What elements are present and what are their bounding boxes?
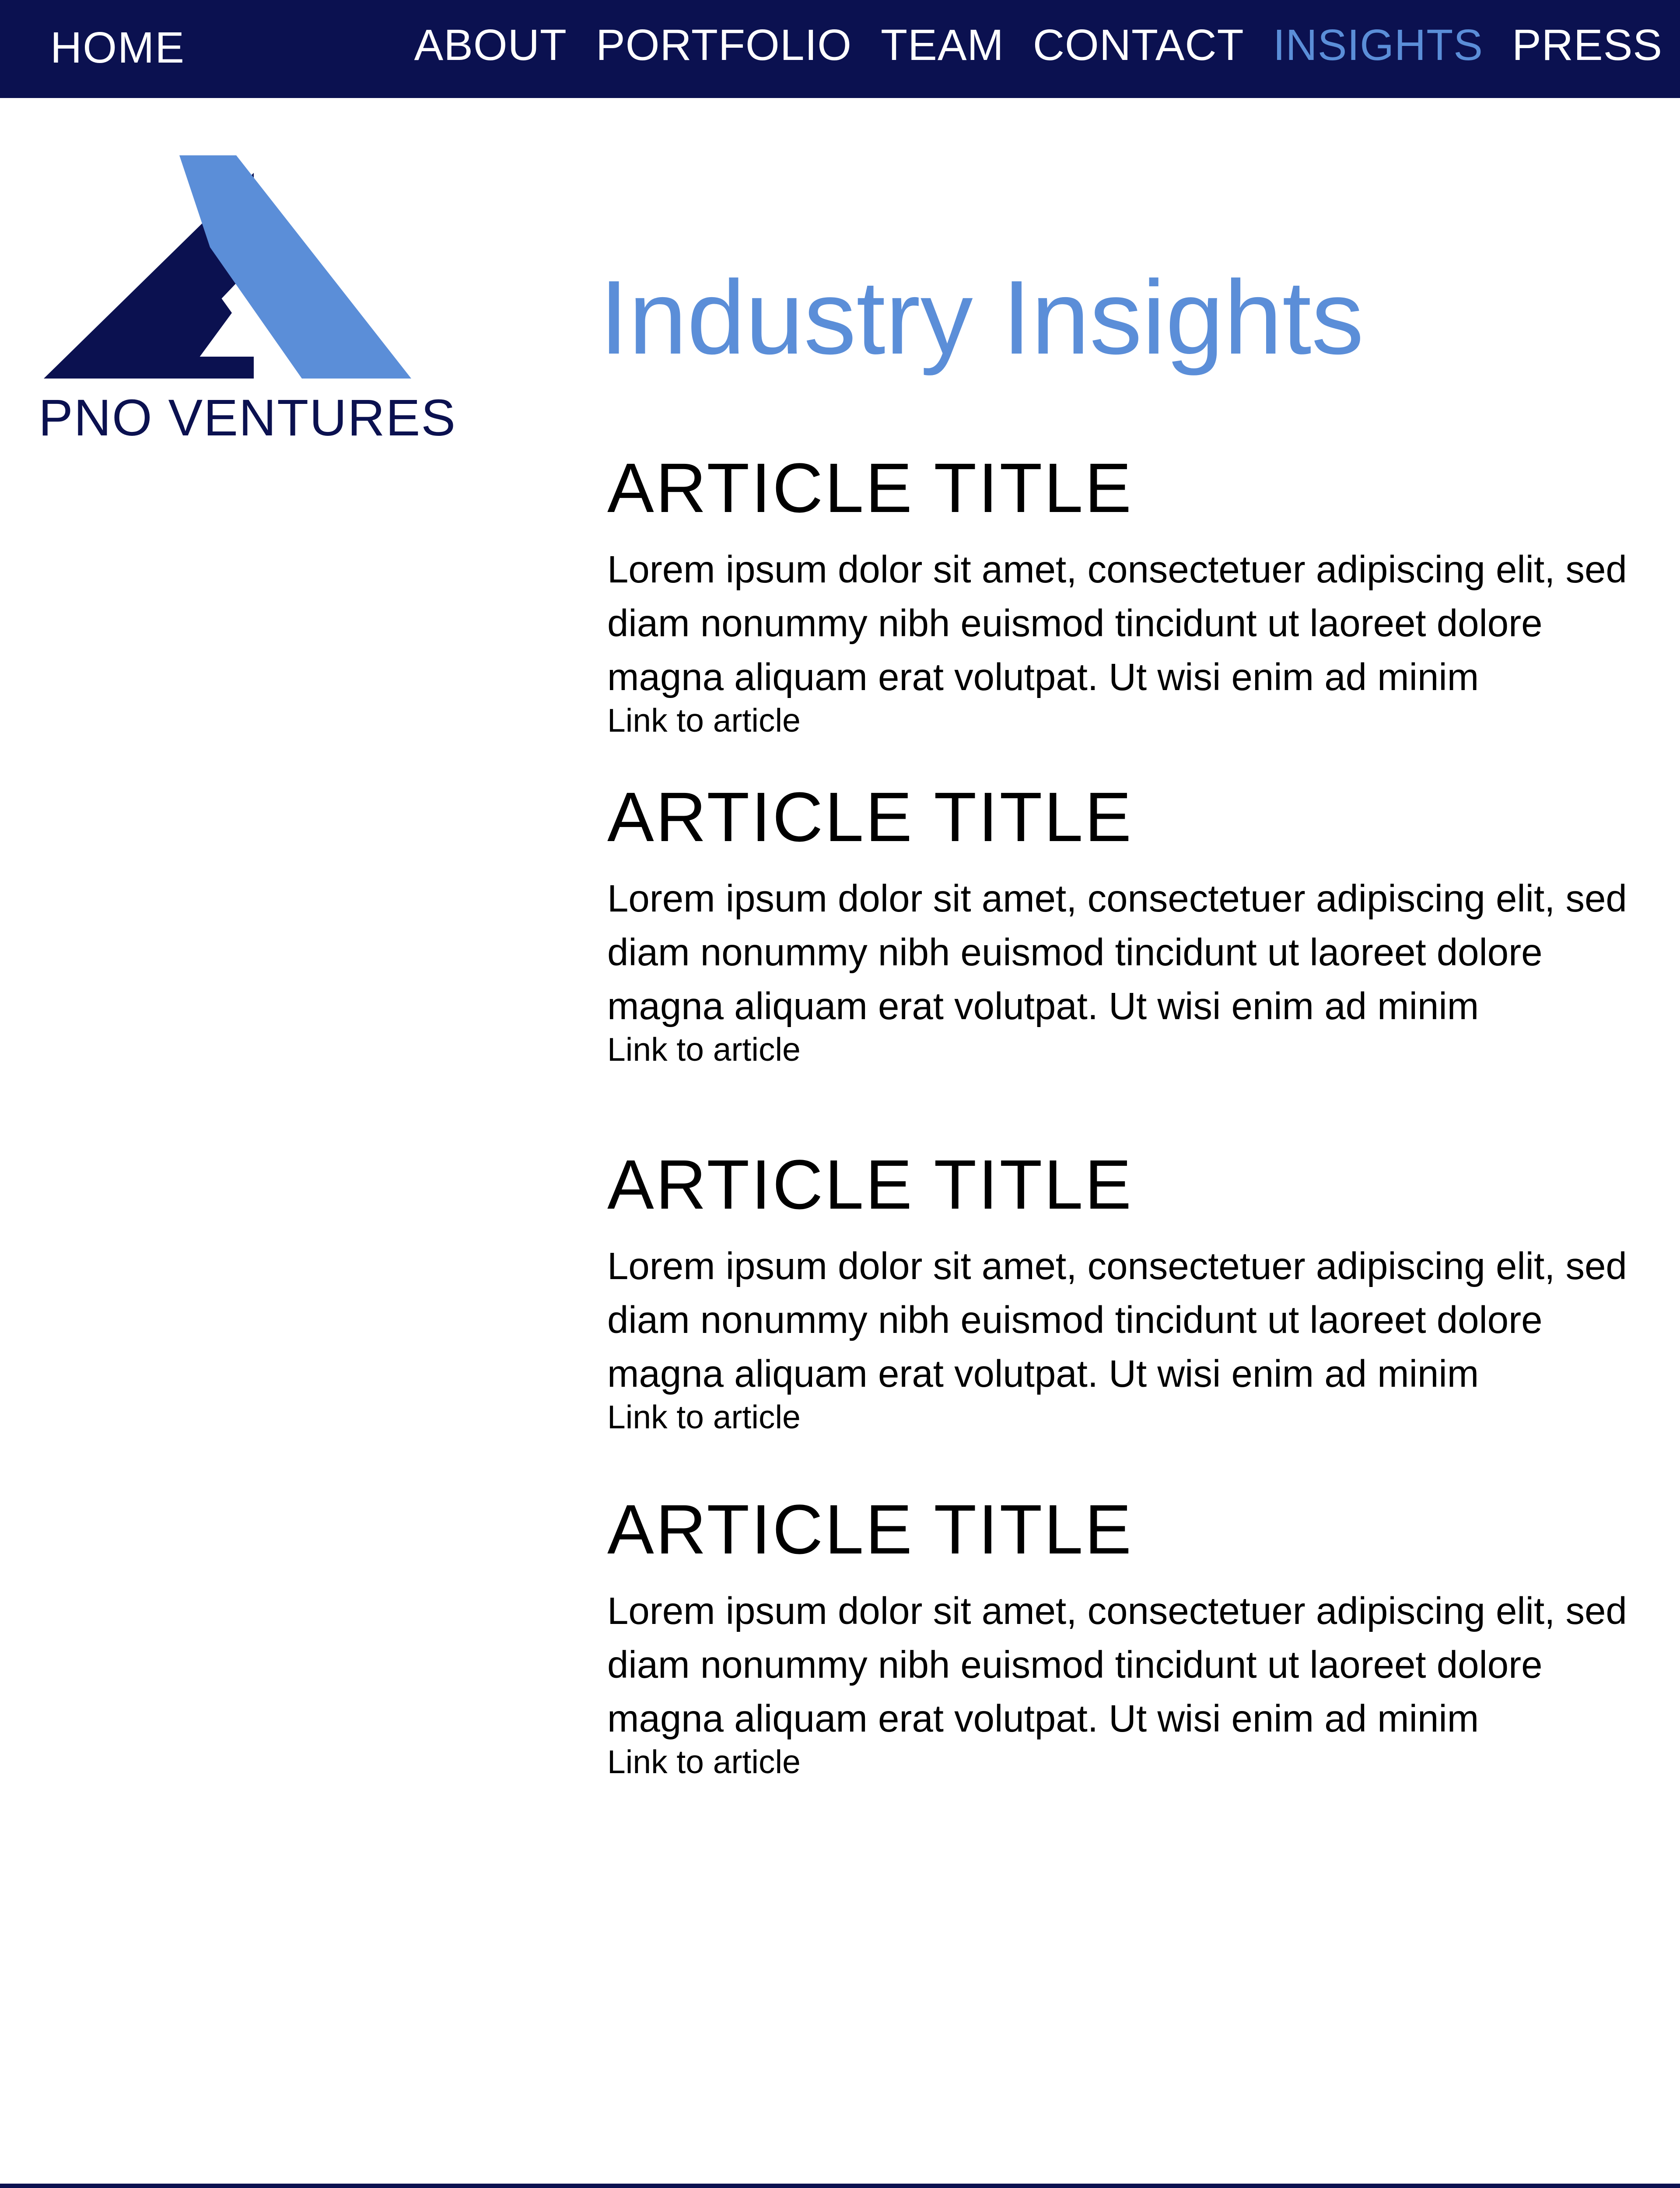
article-link[interactable]: Link to article	[607, 1399, 801, 1435]
nav-press[interactable]: PRESS	[1512, 21, 1662, 70]
nav-insights[interactable]: INSIGHTS	[1273, 21, 1483, 70]
logo-mark-icon	[35, 151, 420, 383]
article-card	[607, 1143, 1666, 1437]
article-body: Lorem ipsum dolor sit amet, consectetuer adipiscing elit, sed diam nonummy nibh euismod tincidunt ut laoreet dolore magna aliquam erat volutpat. Ut wisi enim ad minim	[607, 1590, 1627, 1740]
top-navigation	[0, 0, 1680, 98]
nav-links	[414, 17, 1662, 74]
logo-text: PNO VENTURES	[38, 389, 457, 447]
article-body: Lorem ipsum dolor sit amet, consectetuer adipiscing elit, sed diam nonummy nibh euismod tincidunt ut laoreet dolore magna aliquam erat volutpat. Ut wisi enim ad minim	[607, 877, 1627, 1027]
nav-portfolio[interactable]: PORTFOLIO	[596, 21, 852, 70]
article-title: ARTICLE TITLE	[607, 449, 1133, 527]
nav-home[interactable]: HOME	[50, 23, 185, 72]
article-link[interactable]: Link to article	[607, 1031, 801, 1068]
article-card	[607, 446, 1666, 740]
article-title: ARTICLE TITLE	[607, 1490, 1133, 1568]
article-title: ARTICLE TITLE	[607, 778, 1133, 856]
article-card	[607, 1488, 1666, 1781]
nav-team[interactable]: TEAM	[881, 21, 1004, 70]
article-card	[607, 775, 1666, 1069]
footer	[0, 2184, 1680, 2188]
nav-contact[interactable]: CONTACT	[1032, 21, 1244, 70]
pno-ventures-logo[interactable]	[35, 151, 457, 447]
article-title: ARTICLE TITLE	[607, 1145, 1133, 1224]
article-link[interactable]: Link to article	[607, 702, 801, 739]
article-body: Lorem ipsum dolor sit amet, consectetuer adipiscing elit, sed diam nonummy nibh euismod tincidunt ut laoreet dolore magna aliquam erat volutpat. Ut wisi enim ad minim	[607, 1245, 1627, 1395]
page-title: Industry Insights	[599, 259, 1364, 376]
article-body: Lorem ipsum dolor sit amet, consectetuer adipiscing elit, sed diam nonummy nibh euismod tincidunt ut laoreet dolore magna aliquam erat volutpat. Ut wisi enim ad minim	[607, 548, 1627, 698]
nav-about[interactable]: ABOUT	[414, 21, 567, 70]
article-link[interactable]: Link to article	[607, 1743, 801, 1780]
